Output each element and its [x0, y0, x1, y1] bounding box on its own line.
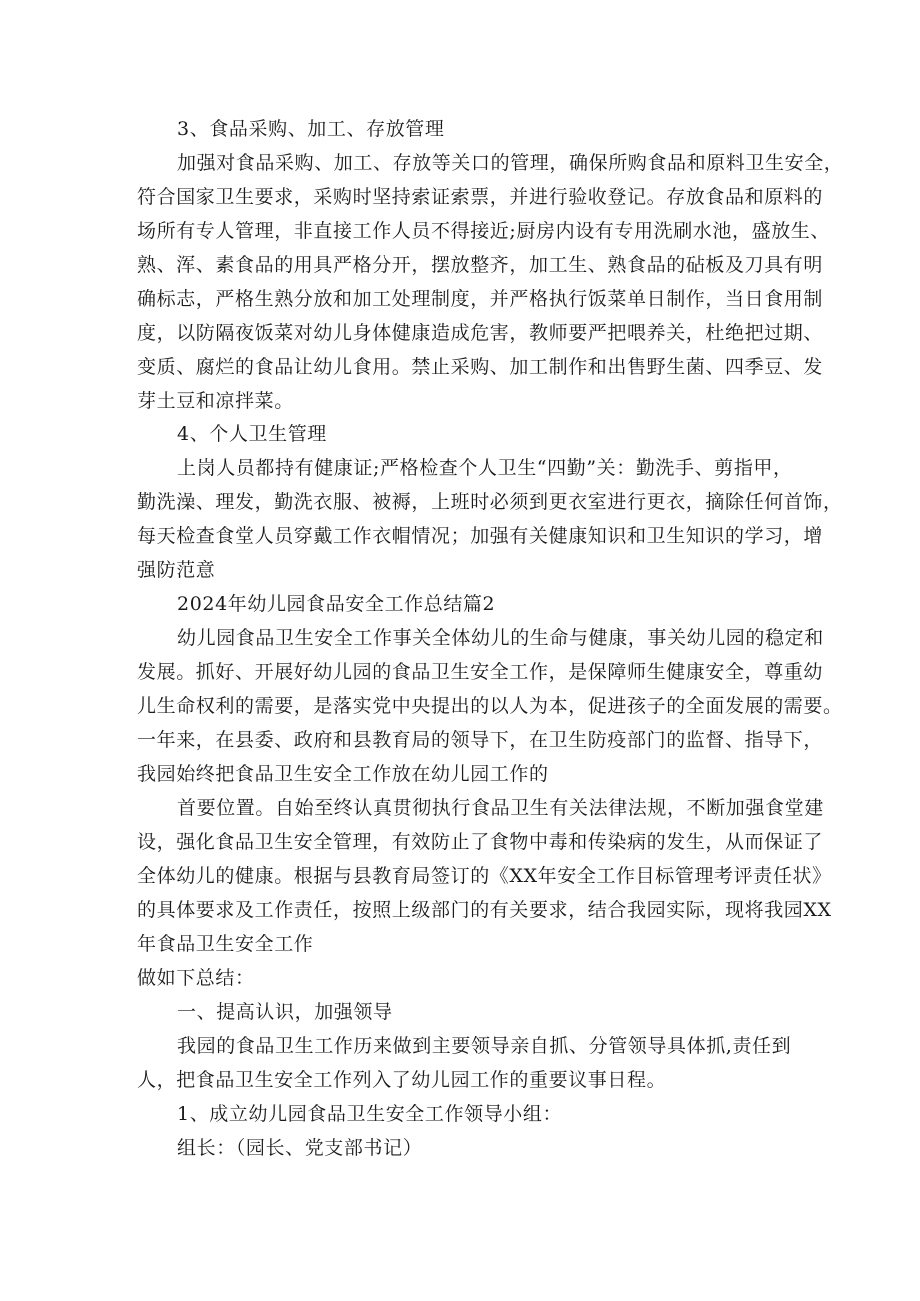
paragraph-line: 熟、浑、素食品的用具严格分开，摆放整齐，加工生、熟食品的砧板及刀具有明	[137, 254, 824, 276]
paragraph-line: 我园始终把食品卫生安全工作放在幼儿园工作的	[137, 763, 549, 785]
paragraph-line: 度，以防隔夜饭菜对幼儿身体健康造成危害，教师要严把喂养关，杜绝把过期、	[137, 322, 824, 344]
paragraph-line: 一年来，在县委、政府和县教育局的领导下，在卫生防疫部门的监督、指导下，	[137, 729, 824, 751]
heading-leadership-group: 1、成立幼儿园食品卫生安全工作领导小组：	[177, 1103, 563, 1125]
paragraph-line: 每天检查食堂人员穿戴工作衣帽情况；加强有关健康知识和卫生知识的学习，增	[137, 525, 824, 547]
paragraph-line: 勤洗澡、理发，勤洗衣服、被褥，上班时必须到更衣室进行更衣，摘除任何首饰，	[137, 491, 843, 513]
heading-personal-hygiene: 4、个人卫生管理	[177, 423, 327, 445]
paragraph-line: 确标志，严格生熟分放和加工处理制度，并严格执行饭菜单日制作，当日食用制	[137, 288, 824, 310]
paragraph-line: 发展。抓好、开展好幼儿园的食品卫生安全工作，是保障师生健康安全，尊重幼	[137, 661, 824, 683]
paragraph-line: 的具体要求及工作责任，按照上级部门的有关要求，结合我园实际，现将我园XX	[137, 899, 832, 921]
paragraph-line: 人，把食品卫生安全工作列入了幼儿园工作的重要议事日程。	[137, 1069, 667, 1091]
section-title: 2024年幼儿园食品安全工作总结篇2	[177, 593, 496, 615]
paragraph-line: 幼儿园食品卫生安全工作事关全体幼儿的生命与健康，事关幼儿园的稳定和	[177, 627, 824, 649]
paragraph-line: 儿生命权利的需要，是落实党中央提出的以人为本，促进孩子的全面发展的需要。	[137, 695, 843, 717]
heading-food-procurement: 3、食品采购、加工、存放管理	[177, 118, 445, 140]
paragraph-line: 全体幼儿的健康。根据与县教育局签订的《XX年安全工作目标管理考评责任状》	[137, 865, 832, 887]
paragraph-line: 设，强化食品卫生安全管理，有效防止了食物中毒和传染病的发生，从而保证了	[137, 831, 824, 853]
paragraph-line: 我园的食品卫生工作历来做到主要领导亲自抓、分管领导具体抓,责任到	[177, 1035, 792, 1057]
paragraph-line: 芽土豆和凉拌菜。	[137, 390, 294, 412]
paragraph-line: 变质、腐烂的食品让幼儿食用。禁止采购、加工制作和出售野生菌、四季豆、发	[137, 356, 824, 378]
paragraph-line: 组长：（园长、党支部书记）	[177, 1137, 423, 1159]
paragraph-line: 上岗人员都持有健康证;严格检查个人卫生“四勤”关：勤洗手、剪指甲，	[177, 457, 793, 479]
paragraph-line: 做如下总结：	[137, 967, 255, 989]
paragraph-line: 加强对食品采购、加工、存放等关口的管理，确保所购食品和原料卫生安全，	[177, 152, 844, 174]
paragraph-line: 首要位置。自始至终认真贯彻执行食品卫生有关法律法规，不断加强食堂建	[177, 797, 824, 819]
paragraph-line: 场所有专人管理，非直接工作人员不得接近;厨房内设有专用洗刷水池，盛放生、	[137, 220, 831, 242]
heading-raise-awareness: 一、提高认识，加强领导	[177, 1001, 393, 1023]
paragraph-line: 符合国家卫生要求，采购时坚持索证索票，并进行验收登记。存放食品和原料的	[137, 186, 824, 208]
paragraph-line: 强防范意	[137, 559, 216, 581]
paragraph-line: 年食品卫生安全工作	[137, 933, 314, 955]
